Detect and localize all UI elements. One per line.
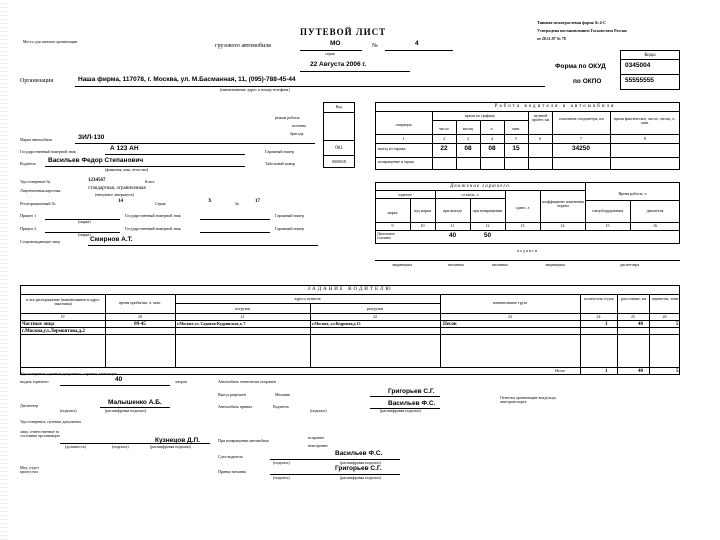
driver-sign: Васильев Ф.С. — [388, 400, 436, 407]
plate-label: Государственный номерной знак — [20, 149, 76, 154]
trailer-line-1b — [200, 219, 270, 220]
driver-sign-label: Водитель — [273, 404, 290, 409]
row-tons: 5 — [676, 322, 679, 327]
col-2: 2 — [443, 136, 445, 141]
task-v2 — [175, 294, 176, 367]
task-line-2 — [20, 313, 680, 314]
fcol-15: 15 — [605, 223, 610, 228]
fuel-title: Движение горючего — [450, 184, 510, 189]
row-time: 09-45 — [134, 322, 146, 327]
okud-value: 0345004 — [625, 62, 651, 69]
task-v6 — [617, 294, 618, 375]
row-whom-2: г.Москва,ул.Лермонтова,д.2 — [22, 329, 85, 334]
tcol-22: 22 — [373, 314, 377, 319]
handed-sign-hint: (подпись) — [273, 460, 290, 465]
work-line-sub — [432, 120, 528, 121]
signs-line — [375, 260, 680, 261]
pos-hint: (должность) — [65, 444, 86, 449]
total-trips: 1 — [605, 369, 608, 374]
month-header: месяц — [462, 126, 474, 131]
okud-label: Форма по ОКУД — [555, 63, 606, 70]
departure-label: Выезд разрешен — [218, 392, 246, 397]
form-info-1: Типовая межотраслевая форма № 4-С — [537, 20, 606, 25]
cargo-header: наименование груза — [492, 300, 528, 305]
accomp-value: Смирнов А.Т. — [90, 236, 133, 243]
zero-header: нулевой пробег, км — [531, 113, 550, 122]
time-header: Время работы, ч — [618, 191, 647, 196]
total-label: Итого — [555, 368, 566, 373]
fcol-12: 12 — [485, 223, 490, 228]
driver-decode-hint: (расшифровка подписи) — [380, 408, 421, 413]
task-line-4 — [20, 327, 680, 328]
driver-hint: (фамилия, имя, отчество) — [105, 167, 149, 172]
garage-label: Гаражный номер — [265, 149, 294, 154]
no-label: № — [235, 201, 239, 206]
row-unload: г.Москва, ул.Кедровая,д.15 — [312, 321, 361, 326]
codes-line-2 — [620, 74, 680, 75]
tcol-21: 21 — [240, 314, 245, 319]
code-line-2 — [323, 140, 355, 141]
work-title: Работа водителя и автомобиля — [494, 104, 616, 109]
col-8: 8 — [644, 136, 646, 141]
number-line — [385, 50, 453, 51]
total-tons: 5 — [676, 369, 679, 374]
license-value: 1234567 — [88, 178, 106, 183]
page-title: ПУТЕВОЙ ЛИСТ — [300, 27, 387, 37]
resp-sign-hint: (подпись) — [112, 444, 129, 449]
codes-line-1 — [620, 59, 680, 60]
resp-sign: Кузнецов Д.П. — [155, 437, 200, 444]
num-header: число — [439, 126, 449, 131]
sign-mechanic-2: механика — [492, 262, 508, 267]
brigade-label: бригада — [290, 131, 304, 136]
liters-label: литров — [175, 379, 187, 384]
r1-odo: 34250 — [571, 145, 591, 152]
mode-label: режим работы — [275, 115, 300, 120]
okpo-value: 55555555 — [625, 77, 654, 84]
fuel-line-sub — [375, 198, 505, 199]
okpo-label: по ОКПО — [573, 78, 602, 85]
code-line-1 — [323, 112, 355, 113]
fuel-line-0 — [375, 190, 585, 191]
trailer-2-label: Прицеп 2 — [20, 226, 37, 231]
fuel-v-right — [585, 182, 586, 230]
trailer-1-plate-label: Государственный номерной знак — [125, 213, 181, 218]
coef-header: коэффициент изменения нормы — [542, 199, 584, 208]
fuel-line-2 — [375, 230, 680, 231]
plan-header: время по графику — [464, 113, 496, 118]
col-5: 5 — [515, 136, 517, 141]
date-line — [300, 71, 410, 72]
reg-label: Регистрационный № — [20, 201, 56, 206]
org-hint: (наименование, адрес и номер телефона) — [220, 87, 290, 92]
code-value: 001 — [335, 146, 343, 151]
seria-value: Х — [208, 199, 212, 204]
task-v3 — [310, 303, 311, 367]
mech-sign: Григорьев С.Г. — [388, 388, 435, 395]
tcol-24: 24 — [596, 314, 601, 319]
plate-line — [105, 154, 245, 155]
form-info-3: от 28.11.97 № 78 — [537, 36, 566, 41]
org-line — [75, 86, 545, 87]
tcol-19: 19 — [60, 314, 65, 319]
model-label: Марка автомобиля — [20, 137, 52, 142]
brand-header: марка — [387, 210, 398, 215]
trailer-line-1a — [45, 219, 120, 220]
cond-label: Удостоверение, путевые документы — [20, 419, 82, 424]
tcol-25: 25 — [631, 314, 635, 319]
org-label: Организация — [20, 78, 54, 84]
r1-day: 22 — [440, 145, 448, 152]
load-header: погрузки — [234, 306, 251, 311]
number-value: 4 — [415, 40, 419, 47]
trips-header: количество ездок — [584, 296, 614, 301]
form-info-2: Утверждена постановлением Госкомстата России — [537, 28, 627, 33]
odo-header: показание спидометра, км — [559, 116, 604, 121]
trailer-1-label: Прицеп 1 — [20, 213, 37, 218]
task-line-5 — [20, 334, 680, 335]
issue-value: 40 — [115, 376, 123, 383]
docs-label: Удостоверение, путевые документы, справки, квитанции — [20, 371, 117, 376]
row-load: г.Москва ул. Садовая-Кудринская д. 7 — [177, 321, 246, 326]
r1-month: 08 — [464, 145, 472, 152]
cards-label: Лицензионная карточка — [20, 188, 61, 193]
fuel-brand: Дизельное топливо — [377, 231, 396, 240]
seal-label: Мед. отдел пропустил — [20, 465, 39, 474]
tcol-20: 20 — [138, 314, 142, 319]
fcol-11: 11 — [450, 223, 455, 228]
recv-label: Принял механик — [218, 469, 247, 474]
number-label: № — [372, 43, 378, 49]
plate-value: А 123 АН — [110, 145, 139, 152]
col-7: 7 — [580, 136, 582, 141]
disp-label: Диспетчер — [20, 403, 39, 408]
codes-label: Коды — [644, 53, 656, 58]
subtitle: грузового автомобиля — [215, 43, 271, 49]
series-label: серия — [325, 51, 335, 56]
accomp-line — [88, 245, 318, 246]
fcol-16: 16 — [653, 223, 657, 228]
resp-label: лицо, ответственное за состояние организации — [20, 429, 60, 438]
fuel-line-time — [585, 200, 680, 201]
fcol-13: 13 — [520, 223, 525, 228]
ret-header: при возвращении — [472, 208, 503, 213]
rem-header: остаток, л — [461, 192, 479, 197]
hour-header: ч. — [490, 126, 494, 131]
r2-label: возвращение в гараж — [378, 159, 414, 164]
task-line-6 — [20, 367, 680, 368]
bad-label: неисправен — [308, 443, 328, 448]
row-whom: Частные лица — [22, 322, 55, 327]
model-value: ЗИЛ-130 — [78, 134, 105, 141]
task-v5 — [580, 294, 581, 375]
trailer-1-hint: (марка) — [78, 219, 91, 224]
seria-label: Серия — [155, 201, 166, 206]
driver-sign-hint: (подпись) — [310, 408, 327, 413]
disp-sign: Малышенко А.Б. — [108, 399, 162, 406]
trailer-2-plate-label: Государственный номерной знак — [125, 226, 181, 231]
row-cargo: Песок — [443, 322, 457, 327]
engine-header: двигателя — [646, 208, 664, 213]
issue-line — [60, 385, 170, 386]
left-margin-stripe — [0, 0, 8, 540]
tons-header: перевезти, тонн — [651, 296, 679, 301]
task-title: ЗАДАНИЕ ВОДИТЕЛЮ — [307, 287, 393, 292]
r1-min: 15 — [512, 145, 520, 152]
sign-dispatcher: диспетчера — [620, 262, 640, 267]
disp-sign-hint: (подпись) — [60, 408, 77, 413]
handed-label: Сдал водитель — [218, 454, 243, 459]
date-value: 22 Августа 2006 г. — [310, 61, 367, 68]
addr-header: адреса пунктов — [294, 296, 321, 301]
tab-value: 0000018 — [332, 159, 346, 164]
row-dist: 40 — [638, 322, 643, 327]
row-trips: 1 — [605, 322, 608, 327]
driver-value: Васильев Федор Степанович — [48, 157, 144, 164]
fcol-14: 14 — [560, 223, 565, 228]
org-value: Наша фирма, 117078, г. Москва, ул. М.Басманная, 11, (095)-788-45-44 — [78, 76, 296, 83]
task-v7 — [649, 294, 650, 375]
col-3: 3 — [467, 136, 469, 141]
handed-sign: Васильев Ф.С. — [335, 450, 383, 457]
accomp-label: Сопровождающие лица — [20, 239, 61, 244]
recv-sign-hint: (подпись) — [273, 475, 290, 480]
fuel-ret: 50 — [483, 232, 492, 239]
sign-fueler-2: заправщика — [545, 262, 565, 267]
op-header: операция — [395, 122, 412, 127]
column-label: колонна — [292, 123, 306, 128]
tab-label: Табельный номер — [265, 161, 296, 166]
resp-decode-hint: (расшифровка подписи) — [150, 444, 191, 449]
tcol-23: 23 — [508, 314, 512, 319]
cards-kind: стандартная, ограниченная — [88, 186, 146, 191]
org-stamp: Место для штампа организации — [22, 39, 78, 44]
special-header: спецоборудования — [591, 208, 624, 213]
code-header: код марки — [413, 208, 432, 213]
no-value: 17 — [255, 199, 260, 204]
mech-sign-line — [370, 396, 440, 397]
issue-label: выдать горючего — [20, 379, 49, 384]
leave-header: при выезде — [443, 208, 462, 213]
notes-label: Отметки организации-владельца автотранспорта — [500, 395, 556, 404]
unload-header: разгрузки — [366, 306, 384, 311]
model-line — [75, 143, 315, 144]
min-header: мин. — [512, 126, 520, 131]
total-dist: 40 — [638, 369, 643, 374]
trailer-2-garage-label: Гаражный номер — [275, 226, 304, 231]
trailer-2-hint: (марка) — [78, 232, 91, 237]
good-label: исправен — [308, 435, 324, 440]
accepted2-label: При возвращении автомобиль — [218, 438, 270, 443]
fuel-header: горючее — [398, 192, 412, 197]
r1-label: выезд из гаража — [378, 146, 406, 151]
driver-label: Водитель — [20, 161, 37, 166]
cards-hint: (ненужное зачеркнуть) — [95, 192, 135, 197]
arrival-header: время прибытия, ч. мин. — [119, 300, 161, 305]
fcol-9: 9 — [391, 223, 394, 228]
task-line-1 — [20, 294, 680, 295]
sign-fueler: заправщика — [392, 262, 412, 267]
accepted-label: Автомобиль принял — [218, 404, 253, 409]
recv-sign: Григорьев С.Г. — [335, 465, 382, 472]
col-6: 6 — [539, 136, 541, 141]
code-header: Код — [335, 104, 343, 109]
recv-decode-hint: (расшифровка подписи) — [340, 475, 381, 480]
dist-header: расстояние, км — [620, 296, 647, 301]
trailer-1-garage-label: Гаражный номер — [275, 213, 304, 218]
handed-decode-hint: (расшифровка подписи) — [340, 460, 381, 465]
disp-decode-hint: (расшифровка подписи) — [105, 408, 146, 413]
fuel-leave: 40 — [448, 232, 457, 239]
tech-label: Автомобиль технически исправен — [218, 379, 276, 384]
col-1: 1 — [402, 136, 405, 141]
col-4: 4 — [491, 136, 493, 141]
r1-hour: 08 — [488, 145, 496, 152]
tcol-26: 26 — [662, 314, 667, 319]
trailer-line-2b — [200, 232, 270, 233]
code-line-3 — [323, 155, 355, 156]
sign-mechanic: механика — [448, 262, 464, 267]
task-line-sub — [175, 303, 440, 304]
whom-header: в чье распоряжение (наименование и адрес заказчика) — [26, 297, 100, 306]
series-value: МО — [330, 40, 341, 47]
reg-value: 14 — [118, 199, 123, 204]
hand-header: сдано, л — [515, 205, 530, 210]
license-label: Удостоверение № — [20, 179, 51, 184]
fact-header: время фактическое, число, месяц, ч., мин. — [613, 116, 677, 125]
signs-title: подписи — [516, 248, 539, 253]
fcol-10: 10 — [420, 223, 425, 228]
class-label: Класс — [145, 179, 155, 184]
trailer-line-2a — [45, 232, 120, 233]
mech-label: Механик — [275, 392, 291, 397]
